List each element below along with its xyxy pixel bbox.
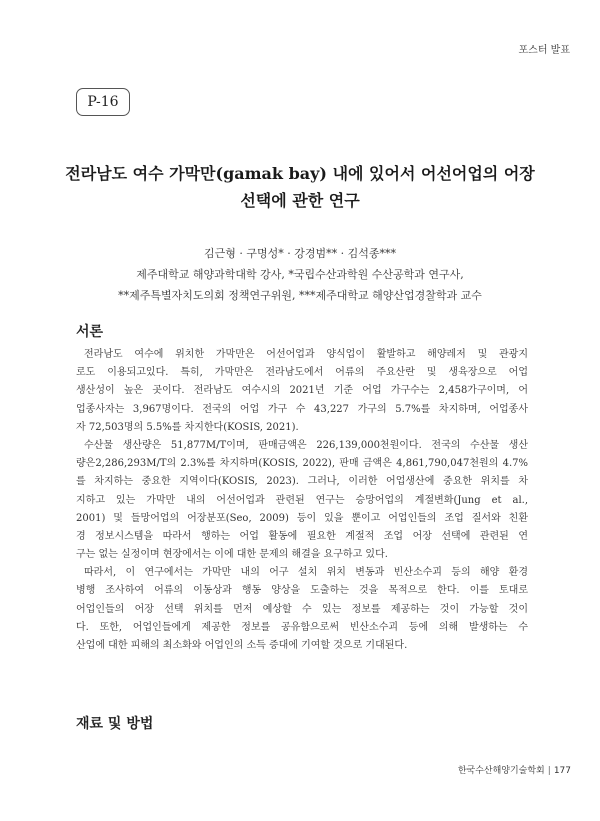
text-line: 량은2,286,293M/T의 2.3%를 차지하며(KOSIS, 2022), 판매 금액은 4,861,790,047천원의 4.7% [76, 458, 528, 470]
text-line: 수산물 생산량은 51,877M/T이며, 판매금액은 226,139,000천원이다. 전국의 수산물 생산 [84, 439, 528, 451]
paper-title [40, 160, 560, 214]
footer-separator: | [547, 766, 551, 776]
section-heading-methods: 재료 및 방법 [76, 716, 154, 732]
text-line: 자 72,503명의 5.5%를 차지한다(KOSIS, 2021). [76, 421, 299, 433]
text-line: 전라남도 여수에 위치한 가막만은 어선어업과 양식업이 활발하고 해양레저 및 관광지 [84, 349, 528, 360]
page-footer [458, 763, 571, 776]
title-line: 전라남도 여수 가막만(gamak bay) 내에 있어서 어선어업의 어장 [65, 164, 535, 183]
affiliation-line: **제주특별자치도의회 정책연구위원, ***제주대학교 해양산업경찰학과 교수 [118, 289, 482, 302]
title-line: 선택에 관한 연구 [240, 191, 360, 210]
page-number: 177 [553, 766, 571, 776]
text-line: 를 차지하는 중요한 지역이다(KOSIS, 2023). 그러나, 이러한 어업생산에 중요한 위치를 차 [76, 476, 528, 488]
text-line: 어업인들의 어장 선택 위치를 먼저 예상할 수 있는 정보를 제공하는 것이 가능할 것이 [76, 603, 528, 615]
text-line: 다. 또한, 어업인들에게 제공한 정보를 공유함으로써 빈산소수괴 등에 의해 발생하는 수 [76, 621, 528, 633]
author-block [40, 243, 560, 306]
text-line: 로도 이용되고있다. 특히, 가막만은 전라남도에서 어류의 주요산란 및 생육장으로 어업 [76, 367, 528, 379]
text-line: 지하고 있는 가막만 내의 어선어업과 관련된 연구는 승망어업의 계절변화(Jung et al., [76, 494, 528, 506]
text-line: 병행 조사하여 어류의 이동상과 행동 양상을 도출하는 것을 목적으로 한다. 이를 토대로 [76, 585, 528, 597]
text-line: 업종사자는 3,967명이다. 전국의 어업 가구 수 43,227 가구의 5.7%를 차지하며, 어업종사 [76, 403, 528, 415]
text-line: 따라서, 이 연구에서는 가막만 내의 어구 설치 위치 변동과 빈산소수괴 등의 해양 환경 [84, 567, 528, 579]
text-line: 경 정보시스템을 따라서 행하는 어업 활동에 필요한 계절적 조업 어장 선택에 관련된 연 [76, 530, 528, 542]
affiliation-line: 제주대학교 해양과학대학 강사, *국립수산과학원 수산공학과 연구사, [136, 268, 464, 281]
intro-body [76, 346, 528, 655]
author-names: 김근형 · 구명성* · 강경범** · 김석종*** [204, 247, 396, 260]
text-line: 2001) 및 들망어업의 어장분포(Seo, 2009) 등이 있을 뿐이고 어업인들의 조업 질서와 친환 [76, 512, 528, 524]
text-line: 생산성이 높은 곳이다. 전라남도 여수시의 2021년 기준 어업 가구수는 2,458가구이며, 어 [76, 385, 528, 397]
section-label: 포스터 발표 [518, 45, 570, 56]
text-line: 구는 없는 실정이며 현장에서는 이에 대한 문제의 해결을 요구하고 있다. [76, 549, 388, 561]
society-name: 한국수산해양기술학회 [457, 766, 545, 776]
section-heading-intro: 서론 [76, 324, 104, 340]
text-line: 산업에 대한 피해의 최소화와 어업인의 소득 증대에 기여할 것으로 기대된다. [76, 640, 408, 651]
poster-id-badge: P-16 [76, 88, 130, 116]
